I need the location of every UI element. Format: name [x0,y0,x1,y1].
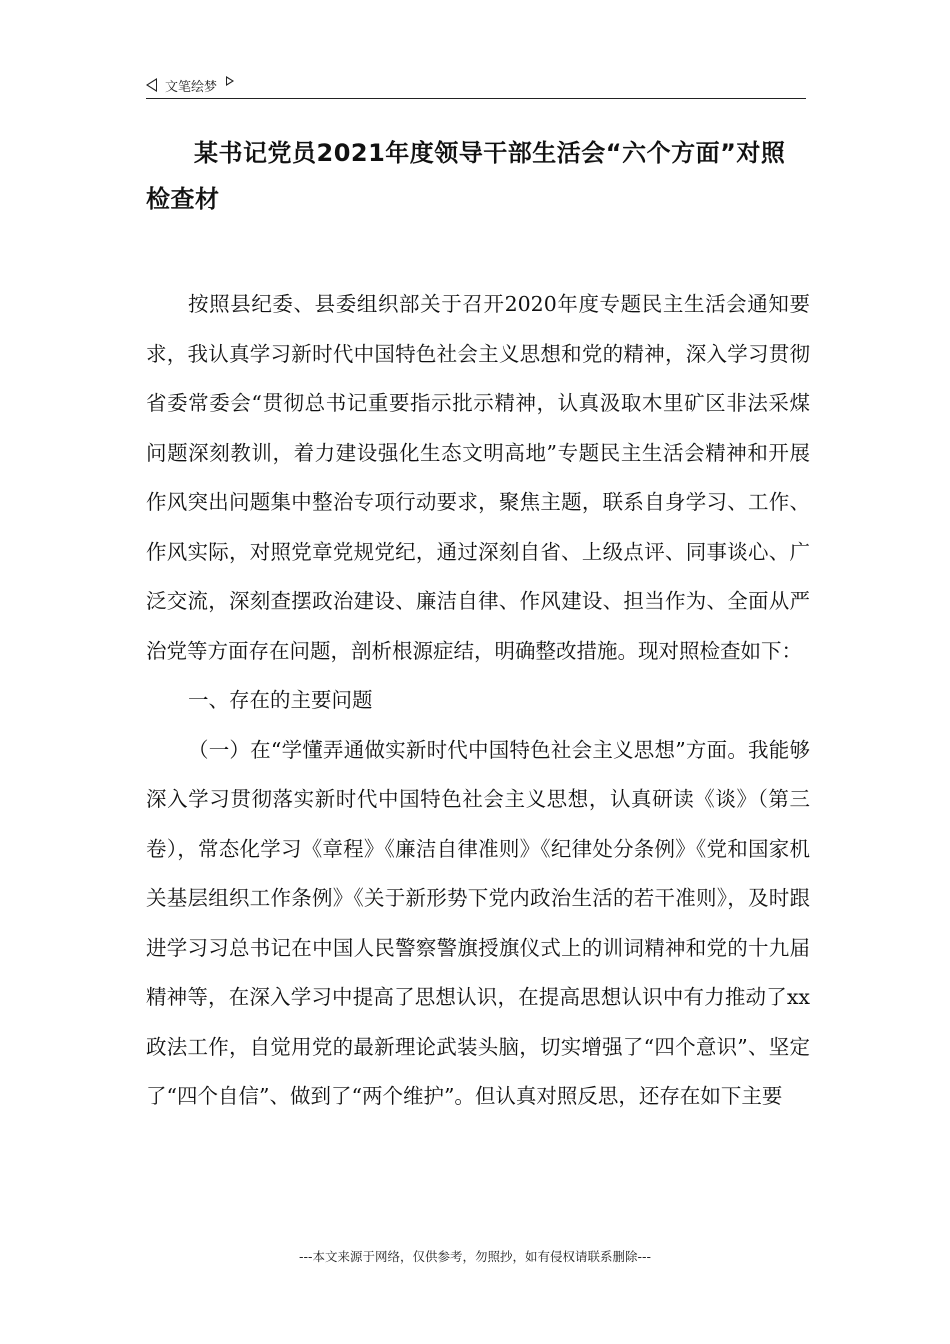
subsection-paragraph: （一）在“学懂弄通做实新时代中国特色社会主义思想”方面。我能够深入学习贯彻落实新时代中国特色社会主义思想，认真研读《谈》（第三卷），常态化学习《章程》《廉洁自律准则》《纪律处分条例》《党和国家机关基层组织工作条例》《关于新形势下党内政治生活的若干准则》，及时跟进学习习总书记在中国人民警察警旗授旗仪式上的训词精神和党的十九届精神等，在深入学习中提高了思想认识，在提高思想认识中有力推动了xx政法工作，自觉用党的最新理论武装头脑，切实增强了“四个意识”、坚定了“四个自信”、做到了“两个维护”。但认真对照反思，还存在如下主要 [146,737,810,1108]
triangle-left-icon [146,78,157,92]
footer-notice: ---本文来源于网络，仅供参考，勿照抄，如有侵权请联系删除--- [298,1249,652,1264]
triangle-right-icon [226,76,234,86]
section-heading: 一、存在的主要问题 [188,688,373,712]
header-brand: 文笔绘梦 [165,79,218,95]
document-title: 某书记党员2021年度领导干部生活会“六个方面”对照检查材 [146,139,786,213]
intro-paragraph: 按照县纪委、县委组织部关于召开2020年度专题民主生活会通知要求，我认真学习新时代中国特色社会主义思想和党的精神，深入学习贯彻省委常委会“贯彻总书记重要指示批示精神，认真汲取木里矿区非法采煤问题深刻教训，着力建设强化生态文明高地”专题民主生活会精神和开展作风突出问题集中整治专项行动要求，聚焦主题，联系自身学习、工作、作风实际，对照党章党规党纪，通过深刻自省、上级点评、同事谈心、广泛交流，深刻查摆政治建设、廉洁自律、作风建设、担当作为、全面从严治党等方面存在问题，剖析根源症结，明确整改措施。现对照检查如下： [146,292,810,663]
page-header [146,72,806,99]
document-body [146,280,810,1122]
